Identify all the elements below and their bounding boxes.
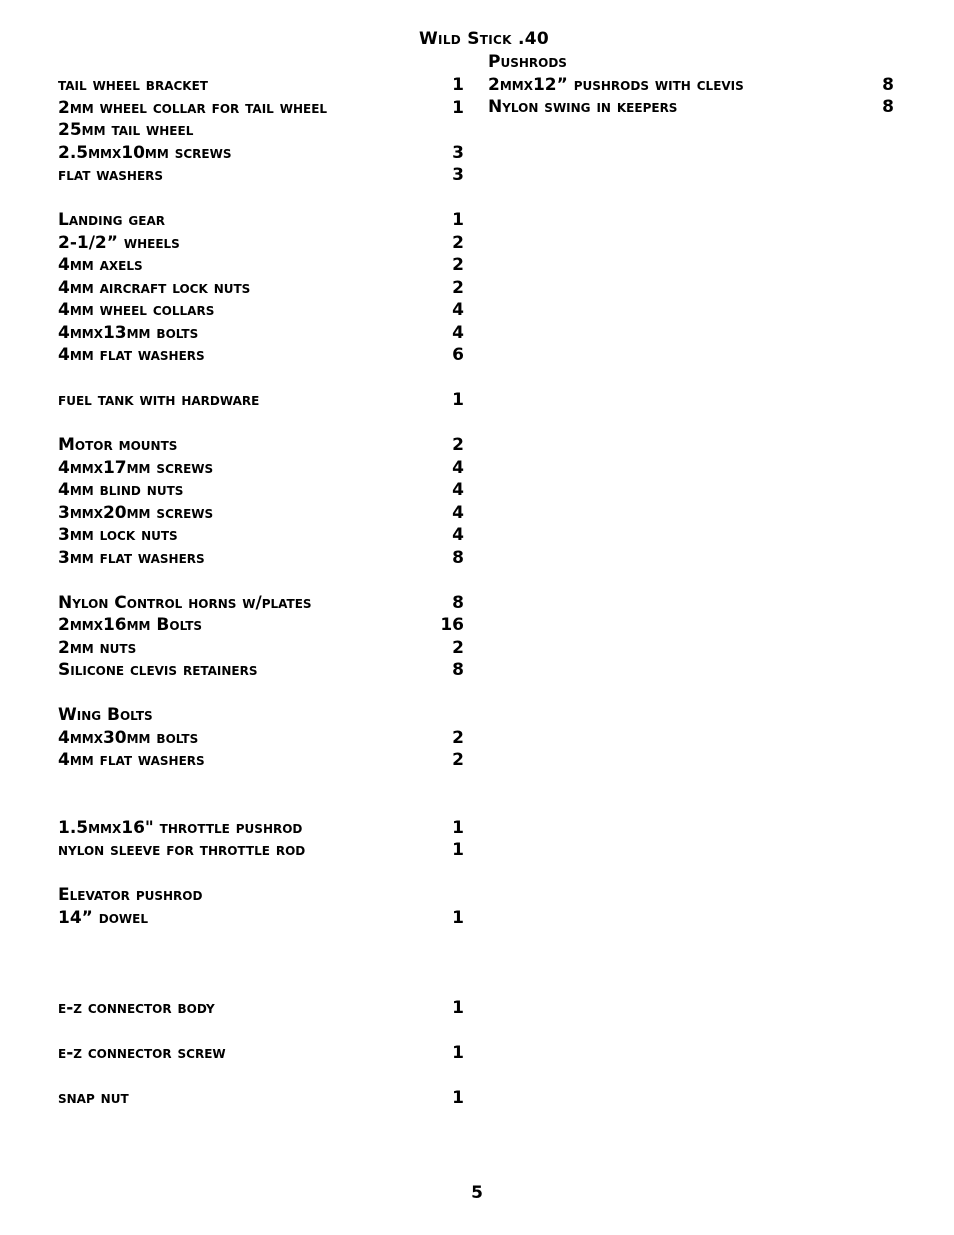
part-row xyxy=(58,1064,466,1087)
parts-list-right xyxy=(488,51,896,119)
part-name: nylon sleeve for throttle rod xyxy=(58,840,306,860)
part-name: Nylon Control horns w/plates xyxy=(58,592,312,613)
part-row xyxy=(58,862,466,885)
part-row xyxy=(58,277,466,300)
part-name: 4mm aircraft lock nuts xyxy=(58,277,251,298)
part-row xyxy=(58,614,466,637)
part-quantity: 8 xyxy=(882,97,894,117)
part-quantity: 8 xyxy=(452,660,464,680)
part-row xyxy=(58,839,466,862)
part-row xyxy=(58,929,466,952)
part-row xyxy=(58,254,466,277)
part-quantity: 1 xyxy=(452,75,464,95)
part-quantity: 2 xyxy=(452,435,464,455)
part-quantity: 1 xyxy=(452,840,464,860)
part-name: 2-1/2” wheels xyxy=(58,232,180,253)
part-row xyxy=(58,772,466,795)
part-name: 4mm axels xyxy=(58,255,143,275)
part-row xyxy=(58,794,466,817)
part-name: 4mm wheel collars xyxy=(58,300,215,320)
part-row xyxy=(58,704,466,727)
part-row xyxy=(488,74,896,97)
part-row xyxy=(58,97,466,120)
part-quantity: 1 xyxy=(452,817,464,838)
part-row xyxy=(58,569,466,592)
part-name: 14” dowel xyxy=(58,907,148,928)
part-row xyxy=(58,907,466,930)
part-row xyxy=(488,96,896,119)
part-name: 3mm lock nuts xyxy=(58,525,178,545)
part-quantity: 16 xyxy=(440,615,464,635)
part-name: 4mmx13mm bolts xyxy=(58,322,199,343)
part-quantity: 2 xyxy=(452,750,464,770)
part-row xyxy=(488,51,896,74)
part-name: e-z connector screw xyxy=(58,1042,226,1063)
part-row xyxy=(58,524,466,547)
part-quantity: 8 xyxy=(882,74,894,95)
part-quantity: 4 xyxy=(452,300,464,320)
part-name: Pushrods xyxy=(488,52,567,72)
part-name: 2mm nuts xyxy=(58,637,137,658)
part-name: 2mmx16mm Bolts xyxy=(58,615,203,635)
part-name: Wing Bolts xyxy=(58,705,153,725)
part-name: 2mmx12” pushrods with clevis xyxy=(488,74,744,95)
part-name: 4mm flat washers xyxy=(58,750,205,770)
part-row xyxy=(58,974,466,997)
part-name: flat washers xyxy=(58,165,164,185)
part-quantity: 2 xyxy=(452,232,464,253)
part-row xyxy=(58,209,466,232)
part-row xyxy=(58,592,466,615)
part-quantity: 1 xyxy=(452,907,464,928)
part-name: Landing gear xyxy=(58,210,165,230)
part-name: 4mm flat washers xyxy=(58,345,205,365)
part-row xyxy=(58,344,466,367)
part-name: Nylon swing in keepers xyxy=(488,97,678,117)
part-row xyxy=(58,412,466,435)
part-row xyxy=(58,1087,466,1110)
part-row xyxy=(58,749,466,772)
part-row xyxy=(58,547,466,570)
part-row xyxy=(58,1042,466,1065)
part-name: 25mm tail wheel xyxy=(58,120,194,140)
part-quantity: 1 xyxy=(452,1087,464,1108)
part-row xyxy=(58,322,466,345)
part-row xyxy=(58,682,466,705)
part-name: 4mmx17mm screws xyxy=(58,457,214,478)
part-quantity: 1 xyxy=(452,97,464,118)
part-name: 3mmx20mm screws xyxy=(58,502,214,523)
part-row xyxy=(58,502,466,525)
part-row xyxy=(58,74,466,97)
part-row xyxy=(58,232,466,255)
part-row xyxy=(58,637,466,660)
part-row xyxy=(58,119,466,142)
part-row xyxy=(58,952,466,975)
page-number: 5 xyxy=(471,1183,483,1203)
part-row xyxy=(58,434,466,457)
part-quantity: 4 xyxy=(452,525,464,545)
part-quantity: 1 xyxy=(452,997,464,1018)
part-row xyxy=(58,187,466,210)
part-row xyxy=(58,997,466,1020)
part-row xyxy=(58,457,466,480)
part-quantity: 2 xyxy=(452,637,464,658)
part-name: 2.5mmx10mm screws xyxy=(58,142,232,163)
part-name: 1.5mmx16" throttle pushrod xyxy=(58,817,303,838)
part-quantity: 2 xyxy=(452,277,464,298)
part-quantity: 8 xyxy=(452,547,464,568)
part-name: Silicone clevis retainers xyxy=(58,660,258,680)
part-name: Elevator pushrod xyxy=(58,885,203,905)
part-row xyxy=(58,1019,466,1042)
part-quantity: 6 xyxy=(452,345,464,365)
part-quantity: 1 xyxy=(452,1042,464,1063)
part-name: e-z connector body xyxy=(58,997,215,1018)
part-quantity: 1 xyxy=(452,210,464,230)
part-quantity: 8 xyxy=(452,592,464,613)
part-name: 4mmx30mm bolts xyxy=(58,727,199,748)
part-name: Motor mounts xyxy=(58,435,178,455)
part-row xyxy=(58,299,466,322)
page-title: Wild Stick .40 xyxy=(419,29,549,49)
part-name: snap nut xyxy=(58,1087,129,1108)
part-name: 3mm flat washers xyxy=(58,547,205,568)
part-quantity: 4 xyxy=(452,502,464,523)
part-row xyxy=(58,367,466,390)
part-name: fuel tank with hardware xyxy=(58,390,260,410)
part-quantity: 1 xyxy=(452,390,464,410)
part-name: 2mm wheel collar for tail wheel xyxy=(58,97,328,118)
part-quantity: 4 xyxy=(452,322,464,343)
part-quantity: 2 xyxy=(452,255,464,275)
part-row xyxy=(58,817,466,840)
part-quantity: 4 xyxy=(452,480,464,500)
parts-list-left xyxy=(58,74,466,1109)
part-row xyxy=(58,884,466,907)
part-name: 4mm blind nuts xyxy=(58,480,184,500)
part-quantity: 2 xyxy=(452,727,464,748)
part-row xyxy=(58,164,466,187)
part-row xyxy=(58,389,466,412)
part-quantity: 3 xyxy=(452,142,464,163)
part-row xyxy=(58,142,466,165)
part-row xyxy=(58,727,466,750)
part-quantity: 3 xyxy=(452,165,464,185)
part-quantity: 4 xyxy=(452,457,464,478)
part-name: tail wheel bracket xyxy=(58,75,208,95)
part-row xyxy=(58,479,466,502)
part-row xyxy=(58,659,466,682)
